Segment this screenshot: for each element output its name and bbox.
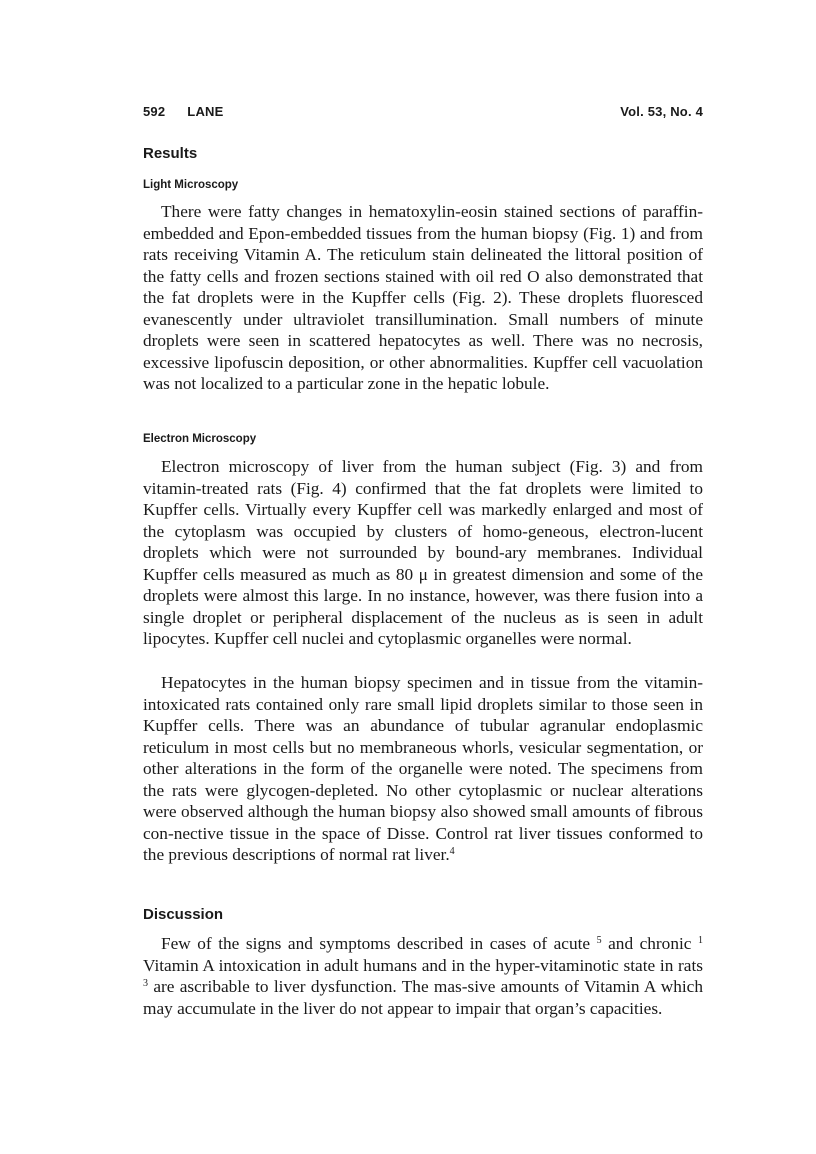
running-head-author: LANE bbox=[187, 104, 224, 119]
page-number: 592 bbox=[143, 104, 166, 119]
reference-5: 5 bbox=[596, 935, 602, 946]
light-microscopy-heading: Light Microscopy bbox=[143, 179, 239, 191]
running-head-volume: Vol. 53, No. 4 bbox=[620, 104, 703, 119]
electron-microscopy-paragraph-2 bbox=[143, 672, 703, 866]
electron-microscopy-paragraph-2-text: Hepatocytes in the human biopsy specimen and in tissue from the vitamin-intoxicated rats contained only rare small lipid droplets similar to those seen in Kupffer cells. There was an abundance of tubular agranular endoplasmic reticulum in most cells but no membraneous whorls, vesicular segmentation, or other alterations in the form of the organelle were noted. The specimens from the rats were glycogen-depleted. No other cytoplasmic or nuclear alterations were observed although the human biopsy also showed small amounts of fibrous con-nective tissue in the space of Disse. Control rat liver tissues conformed to the previous descriptions of normal rat liver. bbox=[143, 673, 703, 865]
results-heading: Results bbox=[143, 145, 198, 162]
light-microscopy-paragraph: There were fatty changes in hematoxylin-eosin stained sections of paraffin-embedded and Epon-embedded tissues from the human biopsy (Fig. 1) and from rats receiving Vitamin A. The reticulum stain delineated the littoral position of the fatty cells and frozen sections stained with oil red O also demonstrated that the fat droplets were in the Kupffer cells (Fig. 2). These droplets fluoresced evanescently under ultraviolet transillumination. Small numbers of minute droplets were seen in scattered hepatocytes as well. There was no necrosis, excessive lipofuscin deposition, or other abnormalities. Kupffer cell vacuolation was not localized to a particular zone in the hepatic lobule. bbox=[143, 202, 703, 394]
discussion-text-2: and chronic bbox=[601, 934, 692, 953]
reference-4: 4 bbox=[449, 846, 455, 858]
discussion-heading: Discussion bbox=[143, 906, 224, 923]
running-head bbox=[143, 104, 703, 119]
discussion-text-3: Vitamin A intoxication in adult humans and in the hyper-vitaminotic state in rats bbox=[143, 955, 703, 975]
reference-1: 1 bbox=[697, 935, 703, 946]
running-head-left bbox=[143, 104, 224, 119]
reference-3: 3 bbox=[143, 978, 148, 990]
electron-microscopy-paragraph-1: Electron microscopy of liver from the human subject (Fig. 3) and from vitamin-treated rats (Fig. 4) confirmed that the fat droplets were limited to Kupffer cells. Virtually every Kupffer cell was markedly enlarged and most of the cytoplasm was occupied by clusters of homo-geneous, electron-lucent droplets which were not surrounded by bound-ary membranes. Individual Kupffer cells measured as much as 80 μ in greatest dimension and some of the droplets were almost this large. In no instance, however, was there fusion into a single droplet or peripheral displacement of the nucleus as is seen in adult lipocytes. Kupffer cell nuclei and cytoplasmic organelles were normal. bbox=[143, 457, 703, 649]
electron-microscopy-heading: Electron Microscopy bbox=[143, 433, 257, 445]
discussion-paragraph bbox=[143, 933, 703, 1019]
discussion-text-1: Few of the signs and symptoms described in cases of acute bbox=[161, 934, 591, 953]
discussion-text-4: are ascribable to liver dysfunction. The mas-sive amounts of Vitamin A which may accumulate in the liver do not appear to impair that organ’s capacities. bbox=[143, 977, 703, 1018]
